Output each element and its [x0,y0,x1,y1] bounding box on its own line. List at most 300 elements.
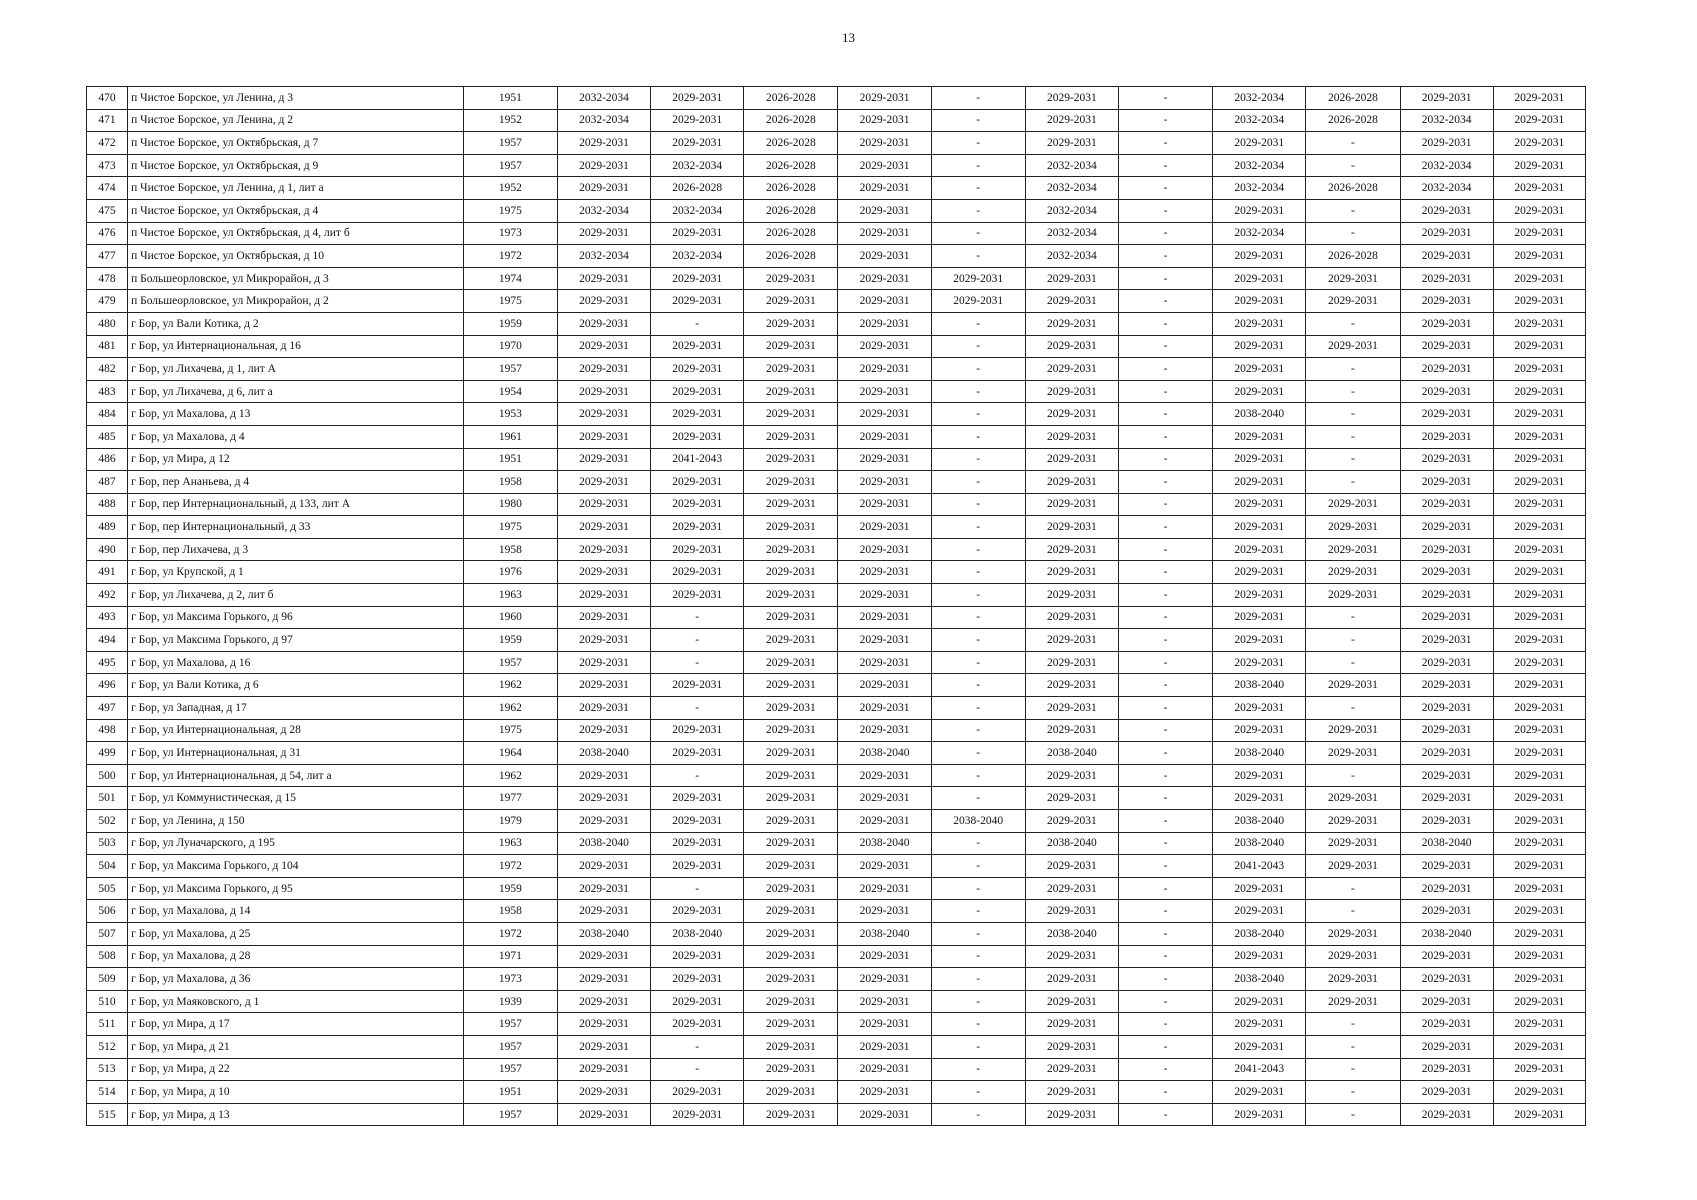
repair-period-cell: - [1118,538,1212,561]
table-row [87,697,1586,720]
repair-period-cell: 2029-2031 [1213,290,1306,313]
repair-period-cell: 2029-2031 [1025,1013,1118,1036]
repair-period-cell: - [931,1013,1025,1036]
repair-period-cell: 2029-2031 [651,1013,744,1036]
build-year-cell: 1951 [463,87,557,110]
repair-period-cell: 2029-2031 [838,335,931,358]
repair-period-cell: 2029-2031 [557,674,650,697]
repair-period-cell: 2029-2031 [838,380,931,403]
address-cell: п Чистое Борское, ул Ленина, д 3 [128,87,464,110]
repair-period-cell: 2029-2031 [1400,87,1493,110]
repair-period-cell: 2029-2031 [557,945,650,968]
repair-period-cell: - [1118,922,1212,945]
row-number-cell: 476 [87,222,128,245]
repair-period-cell: 2029-2031 [1493,335,1585,358]
repair-period-cell: 2029-2031 [557,1081,650,1104]
repair-period-cell: 2029-2031 [557,493,650,516]
build-year-cell: 1975 [463,719,557,742]
repair-period-cell: 2029-2031 [744,900,838,923]
repair-period-cell: 2029-2031 [744,516,838,539]
repair-period-cell: 2029-2031 [1025,290,1118,313]
repair-period-cell: - [1306,1058,1400,1081]
repair-period-cell: - [1306,651,1400,674]
row-number-cell: 501 [87,787,128,810]
repair-period-cell: - [1118,312,1212,335]
address-cell: г Бор, ул Максима Горького, д 104 [128,855,464,878]
repair-period-cell: 2038-2040 [1213,810,1306,833]
table-row [87,516,1586,539]
repair-period-cell: - [931,448,1025,471]
repair-period-cell: 2029-2031 [838,516,931,539]
repair-period-cell: 2038-2040 [1400,832,1493,855]
repair-period-cell: 2038-2040 [557,832,650,855]
row-number-cell: 485 [87,425,128,448]
repair-period-cell: 2032-2034 [557,109,650,132]
repair-period-cell: 2029-2031 [1400,1058,1493,1081]
repair-period-cell: 2029-2031 [838,132,931,155]
repair-period-cell: 2029-2031 [1493,87,1585,110]
repair-period-cell: 2029-2031 [1213,312,1306,335]
repair-period-cell: 2029-2031 [557,719,650,742]
repair-period-cell: - [1118,1013,1212,1036]
repair-period-cell: 2029-2031 [1025,1035,1118,1058]
repair-period-cell: - [931,651,1025,674]
repair-period-cell: - [1118,787,1212,810]
build-year-cell: 1952 [463,177,557,200]
repair-period-cell: - [1118,267,1212,290]
row-number-cell: 492 [87,584,128,607]
repair-period-cell: 2029-2031 [838,222,931,245]
repair-period-cell: 2029-2031 [838,312,931,335]
row-number-cell: 496 [87,674,128,697]
repair-period-cell: 2029-2031 [1400,877,1493,900]
repair-period-cell: - [1306,312,1400,335]
row-number-cell: 487 [87,471,128,494]
repair-period-cell: 2029-2031 [557,606,650,629]
address-cell: п Чистое Борское, ул Октябрьская, д 9 [128,154,464,177]
repair-period-cell: 2029-2031 [744,335,838,358]
repair-period-cell: - [1118,380,1212,403]
row-number-cell: 507 [87,922,128,945]
address-cell: г Бор, ул Западная, д 17 [128,697,464,720]
repair-period-cell: 2029-2031 [1400,358,1493,381]
table-row [87,1035,1586,1058]
repair-period-cell: - [1118,606,1212,629]
repair-period-cell: 2029-2031 [557,403,650,426]
build-year-cell: 1980 [463,493,557,516]
repair-period-cell: - [931,629,1025,652]
repair-period-cell: 2029-2031 [1400,855,1493,878]
repair-period-cell: 2029-2031 [1400,267,1493,290]
build-year-cell: 1972 [463,922,557,945]
repair-period-cell: 2029-2031 [744,764,838,787]
repair-period-cell: 2029-2031 [744,448,838,471]
repair-period-cell: - [931,1081,1025,1104]
repair-period-cell: 2029-2031 [838,154,931,177]
repair-period-cell: 2029-2031 [1213,267,1306,290]
row-number-cell: 499 [87,742,128,765]
table-row [87,945,1586,968]
repair-period-cell: 2029-2031 [1493,538,1585,561]
repair-period-cell: - [1118,516,1212,539]
address-cell: г Бор, ул Максима Горького, д 97 [128,629,464,652]
repair-period-cell: - [1118,222,1212,245]
repair-period-cell: 2029-2031 [1213,199,1306,222]
repair-period-cell: 2038-2040 [1025,742,1118,765]
build-year-cell: 1974 [463,267,557,290]
repair-period-cell: 2029-2031 [744,990,838,1013]
repair-period-cell: 2029-2031 [744,1081,838,1104]
repair-period-cell: 2029-2031 [744,674,838,697]
row-number-cell: 479 [87,290,128,313]
repair-period-cell: - [1306,425,1400,448]
repair-period-cell: 2029-2031 [1493,290,1585,313]
repair-period-cell: 2029-2031 [744,810,838,833]
repair-period-cell: 2029-2031 [744,1103,838,1126]
repair-period-cell: 2029-2031 [651,538,744,561]
repair-period-cell: - [931,922,1025,945]
repair-period-cell: 2029-2031 [557,651,650,674]
repair-period-cell: 2029-2031 [1213,900,1306,923]
repair-period-cell: - [1118,1081,1212,1104]
repair-period-cell: - [651,629,744,652]
repair-period-cell: 2029-2031 [1493,132,1585,155]
repair-period-cell: 2038-2040 [931,810,1025,833]
row-number-cell: 506 [87,900,128,923]
repair-period-cell: 2029-2031 [1400,651,1493,674]
repair-period-cell: 2029-2031 [1493,425,1585,448]
address-cell: г Бор, ул Махалова, д 16 [128,651,464,674]
repair-period-cell: 2029-2031 [744,1058,838,1081]
repair-period-cell: 2029-2031 [1493,742,1585,765]
repair-period-cell: 2029-2031 [838,403,931,426]
repair-period-cell: 2029-2031 [838,1058,931,1081]
repair-period-cell: 2026-2028 [744,199,838,222]
repair-period-cell: 2029-2031 [557,516,650,539]
repair-period-cell: - [1118,877,1212,900]
repair-period-cell: 2029-2031 [838,87,931,110]
repair-period-cell: 2029-2031 [1493,1058,1585,1081]
build-year-cell: 1972 [463,855,557,878]
repair-period-cell: 2029-2031 [1400,403,1493,426]
repair-period-cell: - [1118,177,1212,200]
repair-period-cell: - [931,855,1025,878]
row-number-cell: 513 [87,1058,128,1081]
repair-period-cell: 2029-2031 [1493,651,1585,674]
repair-period-cell: 2029-2031 [1306,742,1400,765]
repair-period-cell: 2038-2040 [1213,832,1306,855]
repair-period-cell: 2029-2031 [651,584,744,607]
repair-period-cell: 2032-2034 [1025,154,1118,177]
build-year-cell: 1976 [463,561,557,584]
repair-period-cell: - [931,584,1025,607]
repair-period-cell: 2038-2040 [838,742,931,765]
address-cell: п Чистое Борское, ул Ленина, д 1, лит а [128,177,464,200]
repair-period-cell: - [931,900,1025,923]
repair-period-cell: 2029-2031 [1213,516,1306,539]
row-number-cell: 477 [87,245,128,268]
repair-period-cell: 2029-2031 [557,538,650,561]
repair-period-cell: 2029-2031 [1025,403,1118,426]
table-row [87,606,1586,629]
repair-period-cell: 2029-2031 [1213,493,1306,516]
repair-period-cell: 2029-2031 [651,516,744,539]
repair-period-cell: - [651,764,744,787]
repair-period-cell: - [1306,606,1400,629]
repair-period-cell: - [1118,109,1212,132]
repair-period-cell: - [931,177,1025,200]
build-year-cell: 1963 [463,832,557,855]
repair-period-cell: 2029-2031 [1493,629,1585,652]
repair-period-cell: 2029-2031 [557,358,650,381]
repair-period-cell: 2029-2031 [651,561,744,584]
row-number-cell: 500 [87,764,128,787]
repair-period-cell: - [1118,900,1212,923]
repair-period-cell: 2029-2031 [557,222,650,245]
row-number-cell: 514 [87,1081,128,1104]
repair-period-cell: 2038-2040 [1213,922,1306,945]
build-year-cell: 1951 [463,448,557,471]
repair-period-cell: - [651,1035,744,1058]
repair-period-cell: - [1118,403,1212,426]
repair-period-cell: 2029-2031 [557,900,650,923]
repair-period-cell: 2029-2031 [1025,132,1118,155]
repair-period-cell: 2029-2031 [838,358,931,381]
repair-period-cell: 2029-2031 [1213,471,1306,494]
repair-period-cell: 2029-2031 [1306,538,1400,561]
repair-period-cell: 2041-2043 [1213,1058,1306,1081]
row-number-cell: 488 [87,493,128,516]
row-number-cell: 486 [87,448,128,471]
repair-period-cell: - [1118,832,1212,855]
repair-period-cell: 2029-2031 [1213,990,1306,1013]
repair-period-cell: 2029-2031 [1493,1013,1585,1036]
repair-period-cell: 2029-2031 [838,448,931,471]
repair-period-cell: 2029-2031 [1493,900,1585,923]
repair-period-cell: - [931,154,1025,177]
repair-period-cell: - [1306,403,1400,426]
table-row [87,877,1586,900]
table-row [87,674,1586,697]
repair-period-cell: 2029-2031 [1400,312,1493,335]
repair-period-cell: 2038-2040 [1025,922,1118,945]
repair-period-cell: - [931,312,1025,335]
repair-period-cell: 2029-2031 [744,425,838,448]
repair-period-cell: 2029-2031 [651,87,744,110]
repair-period-cell: 2026-2028 [744,154,838,177]
repair-period-cell: 2029-2031 [744,968,838,991]
repair-period-cell: 2029-2031 [1213,945,1306,968]
repair-period-cell: 2029-2031 [651,674,744,697]
repair-period-cell: - [1306,877,1400,900]
repair-period-cell: - [1306,1081,1400,1104]
repair-period-cell: 2029-2031 [1306,584,1400,607]
address-cell: г Бор, ул Лихачева, д 6, лит а [128,380,464,403]
repair-period-cell: 2029-2031 [1213,245,1306,268]
build-year-cell: 1958 [463,471,557,494]
repair-period-cell: 2029-2031 [1025,516,1118,539]
repair-period-cell: - [931,764,1025,787]
repair-period-cell: 2029-2031 [744,471,838,494]
repair-period-cell: 2029-2031 [1400,697,1493,720]
repair-period-cell: 2026-2028 [1306,109,1400,132]
repair-period-cell: 2026-2028 [744,109,838,132]
repair-period-cell: 2038-2040 [1213,403,1306,426]
repair-period-cell: 2029-2031 [1213,787,1306,810]
address-cell: г Бор, пер Лихачева, д 3 [128,538,464,561]
repair-period-cell: - [931,358,1025,381]
repair-period-cell: 2029-2031 [557,1103,650,1126]
row-number-cell: 512 [87,1035,128,1058]
build-year-cell: 1957 [463,651,557,674]
repair-period-cell: 2029-2031 [744,538,838,561]
build-year-cell: 1975 [463,199,557,222]
repair-period-cell: - [931,561,1025,584]
table-row [87,245,1586,268]
repair-period-cell: 2029-2031 [557,154,650,177]
repair-period-cell: 2029-2031 [1306,810,1400,833]
repair-period-cell: 2029-2031 [744,290,838,313]
repair-period-cell: 2038-2040 [557,742,650,765]
table-row [87,154,1586,177]
address-cell: г Бор, ул Интернациональная, д 54, лит а [128,764,464,787]
repair-period-cell: 2026-2028 [1306,87,1400,110]
repair-period-cell: 2029-2031 [1025,764,1118,787]
repair-period-cell: 2029-2031 [744,1013,838,1036]
repair-period-cell: 2026-2028 [1306,177,1400,200]
build-year-cell: 1971 [463,945,557,968]
table-row [87,764,1586,787]
repair-period-cell: 2026-2028 [744,177,838,200]
repair-period-cell: 2026-2028 [651,177,744,200]
repair-period-cell: 2029-2031 [744,787,838,810]
repair-period-cell: 2029-2031 [1493,832,1585,855]
repair-period-cell: 2029-2031 [1213,561,1306,584]
repair-period-cell: 2038-2040 [1213,968,1306,991]
address-cell: г Бор, пер Ананьева, д 4 [128,471,464,494]
table-row [87,968,1586,991]
row-number-cell: 473 [87,154,128,177]
repair-period-cell: 2029-2031 [1025,855,1118,878]
table-row [87,222,1586,245]
repair-period-cell: 2029-2031 [1400,538,1493,561]
repair-period-cell: 2029-2031 [1400,629,1493,652]
repair-period-cell: 2029-2031 [1025,877,1118,900]
row-number-cell: 494 [87,629,128,652]
repair-period-cell: 2029-2031 [744,267,838,290]
address-cell: г Бор, пер Интернациональный, д 133, лит А [128,493,464,516]
row-number-cell: 472 [87,132,128,155]
repair-period-cell: 2029-2031 [557,177,650,200]
row-number-cell: 508 [87,945,128,968]
repair-period-cell: 2029-2031 [1025,697,1118,720]
repair-period-cell: 2029-2031 [557,764,650,787]
repair-period-cell: - [1306,471,1400,494]
table-row [87,922,1586,945]
repair-period-cell: 2029-2031 [1306,832,1400,855]
repair-period-cell: 2029-2031 [1493,109,1585,132]
repair-period-cell: 2032-2034 [1025,222,1118,245]
address-cell: г Бор, ул Мира, д 21 [128,1035,464,1058]
repair-period-cell: 2029-2031 [744,358,838,381]
repair-period-cell: 2032-2034 [1400,154,1493,177]
repair-period-cell: - [931,493,1025,516]
repair-period-cell: 2026-2028 [744,132,838,155]
repair-period-cell: 2029-2031 [838,561,931,584]
repair-period-cell: 2029-2031 [557,968,650,991]
build-year-cell: 1975 [463,290,557,313]
repair-period-cell: 2026-2028 [744,222,838,245]
table-row [87,425,1586,448]
repair-period-cell: 2032-2034 [1400,177,1493,200]
repair-period-cell: 2029-2031 [1306,990,1400,1013]
repair-period-cell: - [651,606,744,629]
repair-period-cell: - [1118,154,1212,177]
repair-period-cell: 2029-2031 [1213,1081,1306,1104]
repair-period-cell: - [931,674,1025,697]
repair-period-cell: 2029-2031 [1493,471,1585,494]
repair-period-cell: - [931,606,1025,629]
repair-period-cell: 2029-2031 [1400,493,1493,516]
table-row [87,312,1586,335]
repair-period-cell: - [1306,900,1400,923]
repair-period-cell: 2029-2031 [1400,764,1493,787]
repair-period-cell: - [931,742,1025,765]
address-cell: г Бор, ул Интернациональная, д 16 [128,335,464,358]
repair-period-cell: 2029-2031 [1400,380,1493,403]
table-row [87,990,1586,1013]
address-cell: г Бор, ул Мира, д 22 [128,1058,464,1081]
row-number-cell: 470 [87,87,128,110]
repair-period-cell: 2029-2031 [1025,87,1118,110]
address-cell: г Бор, ул Максима Горького, д 96 [128,606,464,629]
repair-period-cell: 2029-2031 [1400,245,1493,268]
repair-period-cell: - [931,787,1025,810]
repair-period-cell: 2029-2031 [1025,1058,1118,1081]
repair-period-cell: 2029-2031 [744,561,838,584]
repair-period-cell: 2038-2040 [1213,742,1306,765]
build-year-cell: 1957 [463,154,557,177]
repair-period-cell: 2038-2040 [838,922,931,945]
repair-period-cell: 2029-2031 [744,832,838,855]
repair-period-cell: 2029-2031 [651,267,744,290]
repair-period-cell: 2029-2031 [1025,787,1118,810]
address-cell: п Чистое Борское, ул Ленина, д 2 [128,109,464,132]
repair-period-cell: 2029-2031 [838,290,931,313]
repair-period-cell: - [1118,584,1212,607]
repair-period-cell: 2029-2031 [744,1035,838,1058]
repair-period-cell: 2029-2031 [651,403,744,426]
repair-period-cell: 2026-2028 [744,87,838,110]
repair-period-cell: 2029-2031 [1306,787,1400,810]
repair-period-cell: 2029-2031 [651,358,744,381]
row-number-cell: 484 [87,403,128,426]
repair-period-cell: - [1118,1058,1212,1081]
repair-period-cell: - [1306,1013,1400,1036]
repair-period-cell: 2029-2031 [557,380,650,403]
repair-period-cell: - [1118,425,1212,448]
row-number-cell: 482 [87,358,128,381]
repair-period-cell: 2029-2031 [651,1103,744,1126]
repair-period-cell: 2029-2031 [838,877,931,900]
repair-period-cell: 2029-2031 [1213,764,1306,787]
repair-period-cell: 2029-2031 [838,606,931,629]
repair-period-cell: 2029-2031 [1213,606,1306,629]
repair-period-cell: 2029-2031 [838,900,931,923]
table-row [87,561,1586,584]
repair-period-cell: 2029-2031 [1493,516,1585,539]
build-year-cell: 1972 [463,245,557,268]
